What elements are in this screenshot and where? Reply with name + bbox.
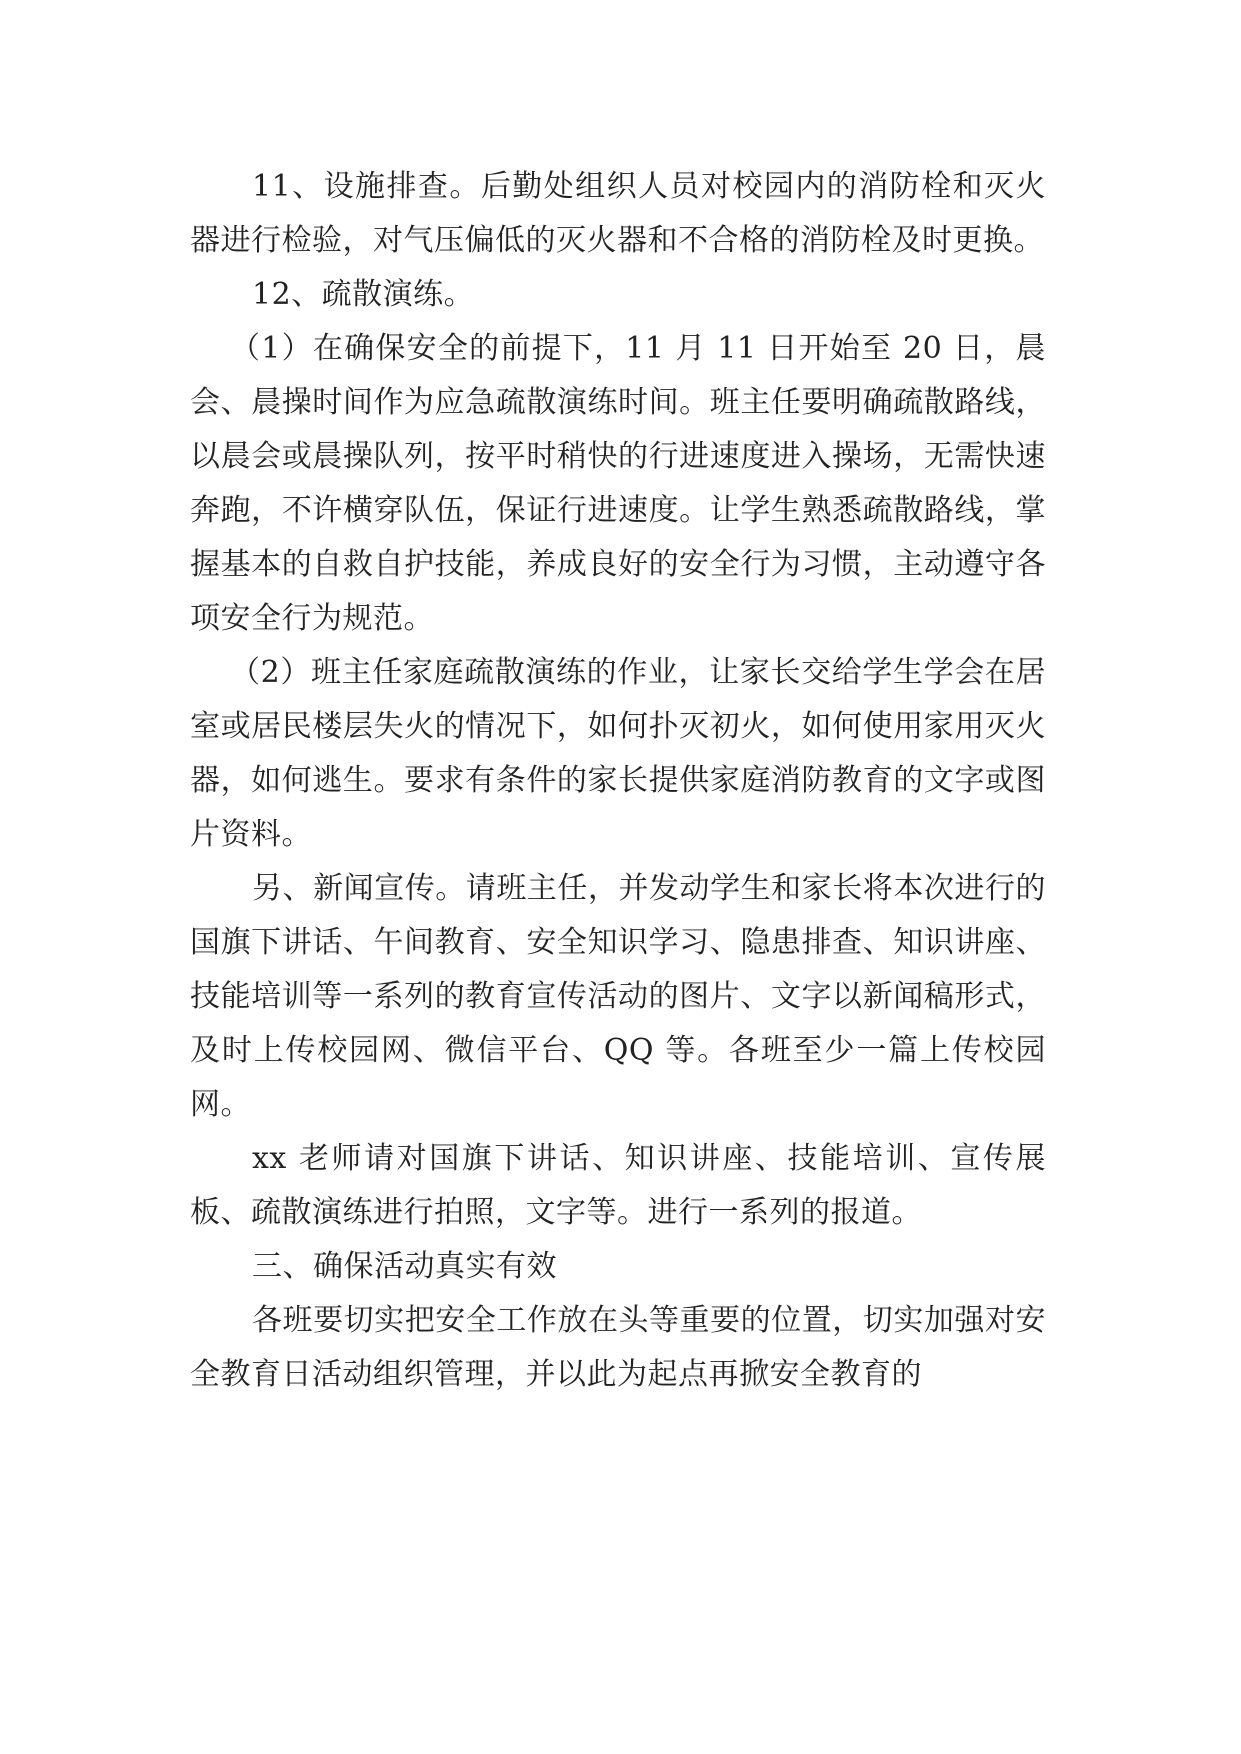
paragraph-drill-item-2: （2）班主任家庭疏散演练的作业，让家长交给学生学会在居室或居民楼层失火的情况下，如何扑灭初火，如何使用家用灭火器，如何逃生。要求有条件的家长提供家庭消防教育的文字或图片资料。 [190, 655, 1046, 852]
paragraph-facility-check: 11、设施排查。后勤处组织人员对校园内的消防栓和灭火器进行检验，对气压偏低的灭火器和不合格的消防栓及时更换。 [190, 169, 1046, 258]
paragraph-drill-item-1: （1）在确保安全的前提下，11 月 11 日开始至 20 日，晨会、晨操时间作为应急疏散演练时间。班主任要明确疏散路线，以晨会或晨操队列，按平时稍快的行进速度进入操场，无需快速奔跑，不许横穿队伍，保证行进速度。让学生熟悉疏散路线，掌握基本的自救自护技能，养成良好的安全行为习惯，主动遵守各项安全行为规范。 [190, 331, 1046, 636]
paragraph-news-publicity: 另、新闻宣传。请班主任，并发动学生和家长将本次进行的国旗下讲话、午间教育、安全知识学习、隐患排查、知识讲座、技能培训等一系列的教育宣传活动的图片、文字以新闻稿形式，及时上传校园网、微信平台、QQ 等。各班至少一篇上传校园网。 [190, 871, 1046, 1122]
paragraph-teacher-reporting: xx 老师请对国旗下讲话、知识讲座、技能培训、宣传展板、疏散演练进行拍照，文字等。进行一系列的报道。 [190, 1141, 1046, 1230]
paragraph-class-safety: 各班要切实把安全工作放在头等重要的位置，切实加强对安全教育日活动组织管理，并以此为起点再掀安全教育的 [190, 1303, 1046, 1392]
document-body [190, 160, 1046, 1402]
section-heading-3: 三、确保活动真实有效 [252, 1249, 557, 1284]
paragraph-evacuation-drill-heading: 12、疏散演练。 [252, 277, 475, 312]
